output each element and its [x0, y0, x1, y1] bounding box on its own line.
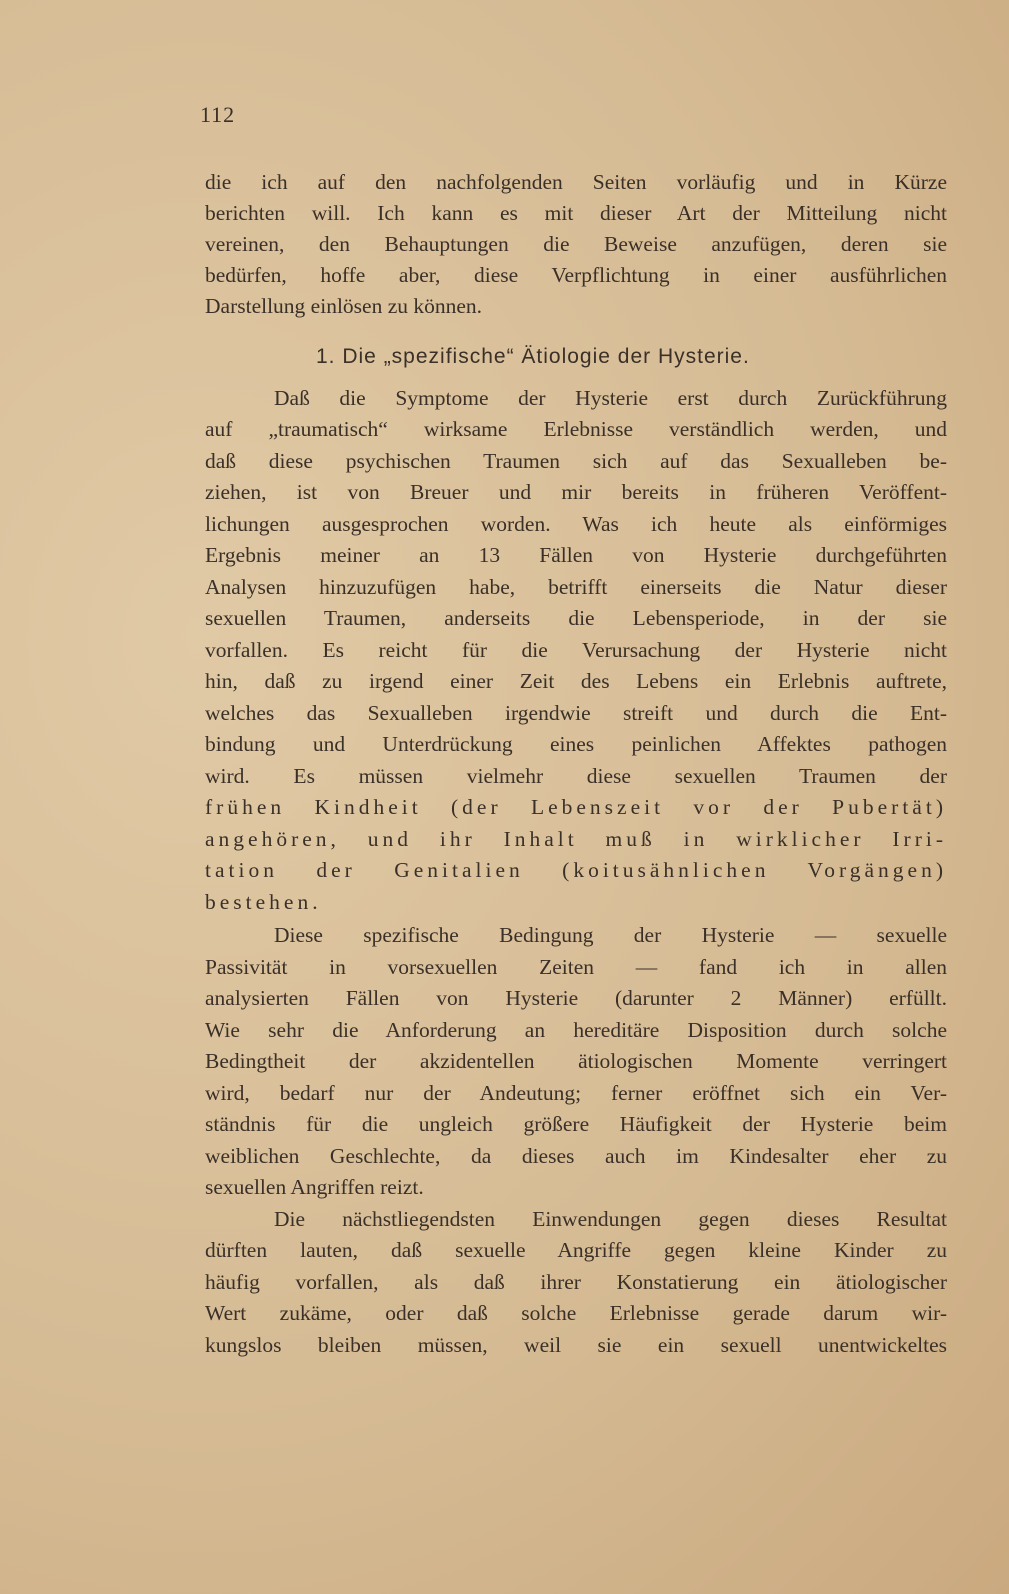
text-line: Die nächstliegendsten Einwendungen gegen dieses Resultat — [274, 1207, 947, 1231]
text-line: welches das Sexualleben irgendwie streift und durch die Ent- — [205, 701, 947, 725]
text-line: auf „traumatisch“ wirksame Erlebnisse verständlich werden, und — [205, 417, 947, 441]
section-heading: 1. Die „spezifische“ Ätiologie der Hysterie. — [316, 345, 750, 368]
text-line: angehören, und ihr Inhalt muß in wirklicher Irri- — [205, 827, 947, 851]
text-line: Passivität in vorsexuellen Zeiten — fand ich in allen — [205, 955, 947, 979]
text-line: analysierten Fällen von Hysterie (darunter 2 Männer) erfüllt. — [205, 986, 947, 1010]
text-line: tation der Genitalien (koitusähnlichen Vorgängen) — [205, 858, 947, 882]
text-line: Daß die Symptome der Hysterie erst durch Zurückführung — [274, 386, 947, 410]
page-number: 112 — [200, 102, 236, 127]
text-line: Bedingtheit der akzidentellen ätiologischen Momente verringert — [205, 1049, 947, 1073]
text-line: frühen Kindheit (der Lebenszeit vor der Pubertät) — [205, 795, 947, 819]
text-line: hin, daß zu irgend einer Zeit des Lebens ein Erlebnis auftrete, — [205, 669, 947, 693]
text-line: wird, bedarf nur der Andeutung; ferner eröffnet sich ein Ver- — [205, 1081, 947, 1105]
text-line: daß diese psychischen Traumen sich auf das Sexualleben be- — [205, 449, 947, 473]
text-line: Wert zukäme, oder daß solche Erlebnisse gerade darum wir- — [205, 1301, 947, 1325]
text-line: die ich auf den nachfolgenden Seiten vorläufig und in Kürze — [205, 170, 947, 194]
text-line: bedürfen, hoffe aber, diese Verpflichtung in einer ausführlichen — [205, 263, 947, 287]
text-line: sexuellen Traumen, anderseits die Lebensperiode, in der sie — [205, 606, 947, 630]
text-line: ständnis für die ungleich größere Häufigkeit der Hysterie beim — [205, 1112, 947, 1136]
text-line: Darstellung einlösen zu können. — [205, 294, 483, 318]
text-line: berichten will. Ich kann es mit dieser Art der Mitteilung nicht — [205, 201, 947, 225]
text-line: sexuellen Angriffen reizt. — [205, 1175, 424, 1199]
text-line: kungslos bleiben müssen, weil sie ein sexuell unentwickeltes — [205, 1333, 947, 1357]
text-line: bestehen. — [205, 890, 322, 914]
text-line: lichungen ausgesprochen worden. Was ich heute als einförmiges — [205, 512, 947, 536]
text-line: dürften lauten, daß sexuelle Angriffe gegen kleine Kinder zu — [205, 1238, 947, 1262]
text-line: Analysen hinzuzufügen habe, betrifft einerseits die Natur dieser — [205, 575, 947, 599]
text-line: Ergebnis meiner an 13 Fällen von Hysterie durchgeführten — [205, 543, 947, 567]
text-line: vereinen, den Behauptungen die Beweise anzufügen, deren sie — [205, 232, 947, 256]
text-line: ziehen, ist von Breuer und mir bereits in früheren Veröffent- — [205, 480, 947, 504]
text-line: häufig vorfallen, als daß ihrer Konstatierung ein ätiologischer — [205, 1270, 947, 1294]
text-line: Wie sehr die Anforderung an hereditäre Disposition durch solche — [205, 1018, 947, 1042]
text-line: wird. Es müssen vielmehr diese sexuellen Traumen der — [205, 764, 947, 788]
text-line: Diese spezifische Bedingung der Hysterie — sexuelle — [274, 923, 947, 947]
text-line: bindung und Unterdrückung eines peinlichen Affektes pathogen — [205, 732, 947, 756]
text-line: weiblichen Geschlechte, da dieses auch im Kindesalter eher zu — [205, 1144, 947, 1168]
text-line: vorfallen. Es reicht für die Verursachung der Hysterie nicht — [205, 638, 947, 662]
